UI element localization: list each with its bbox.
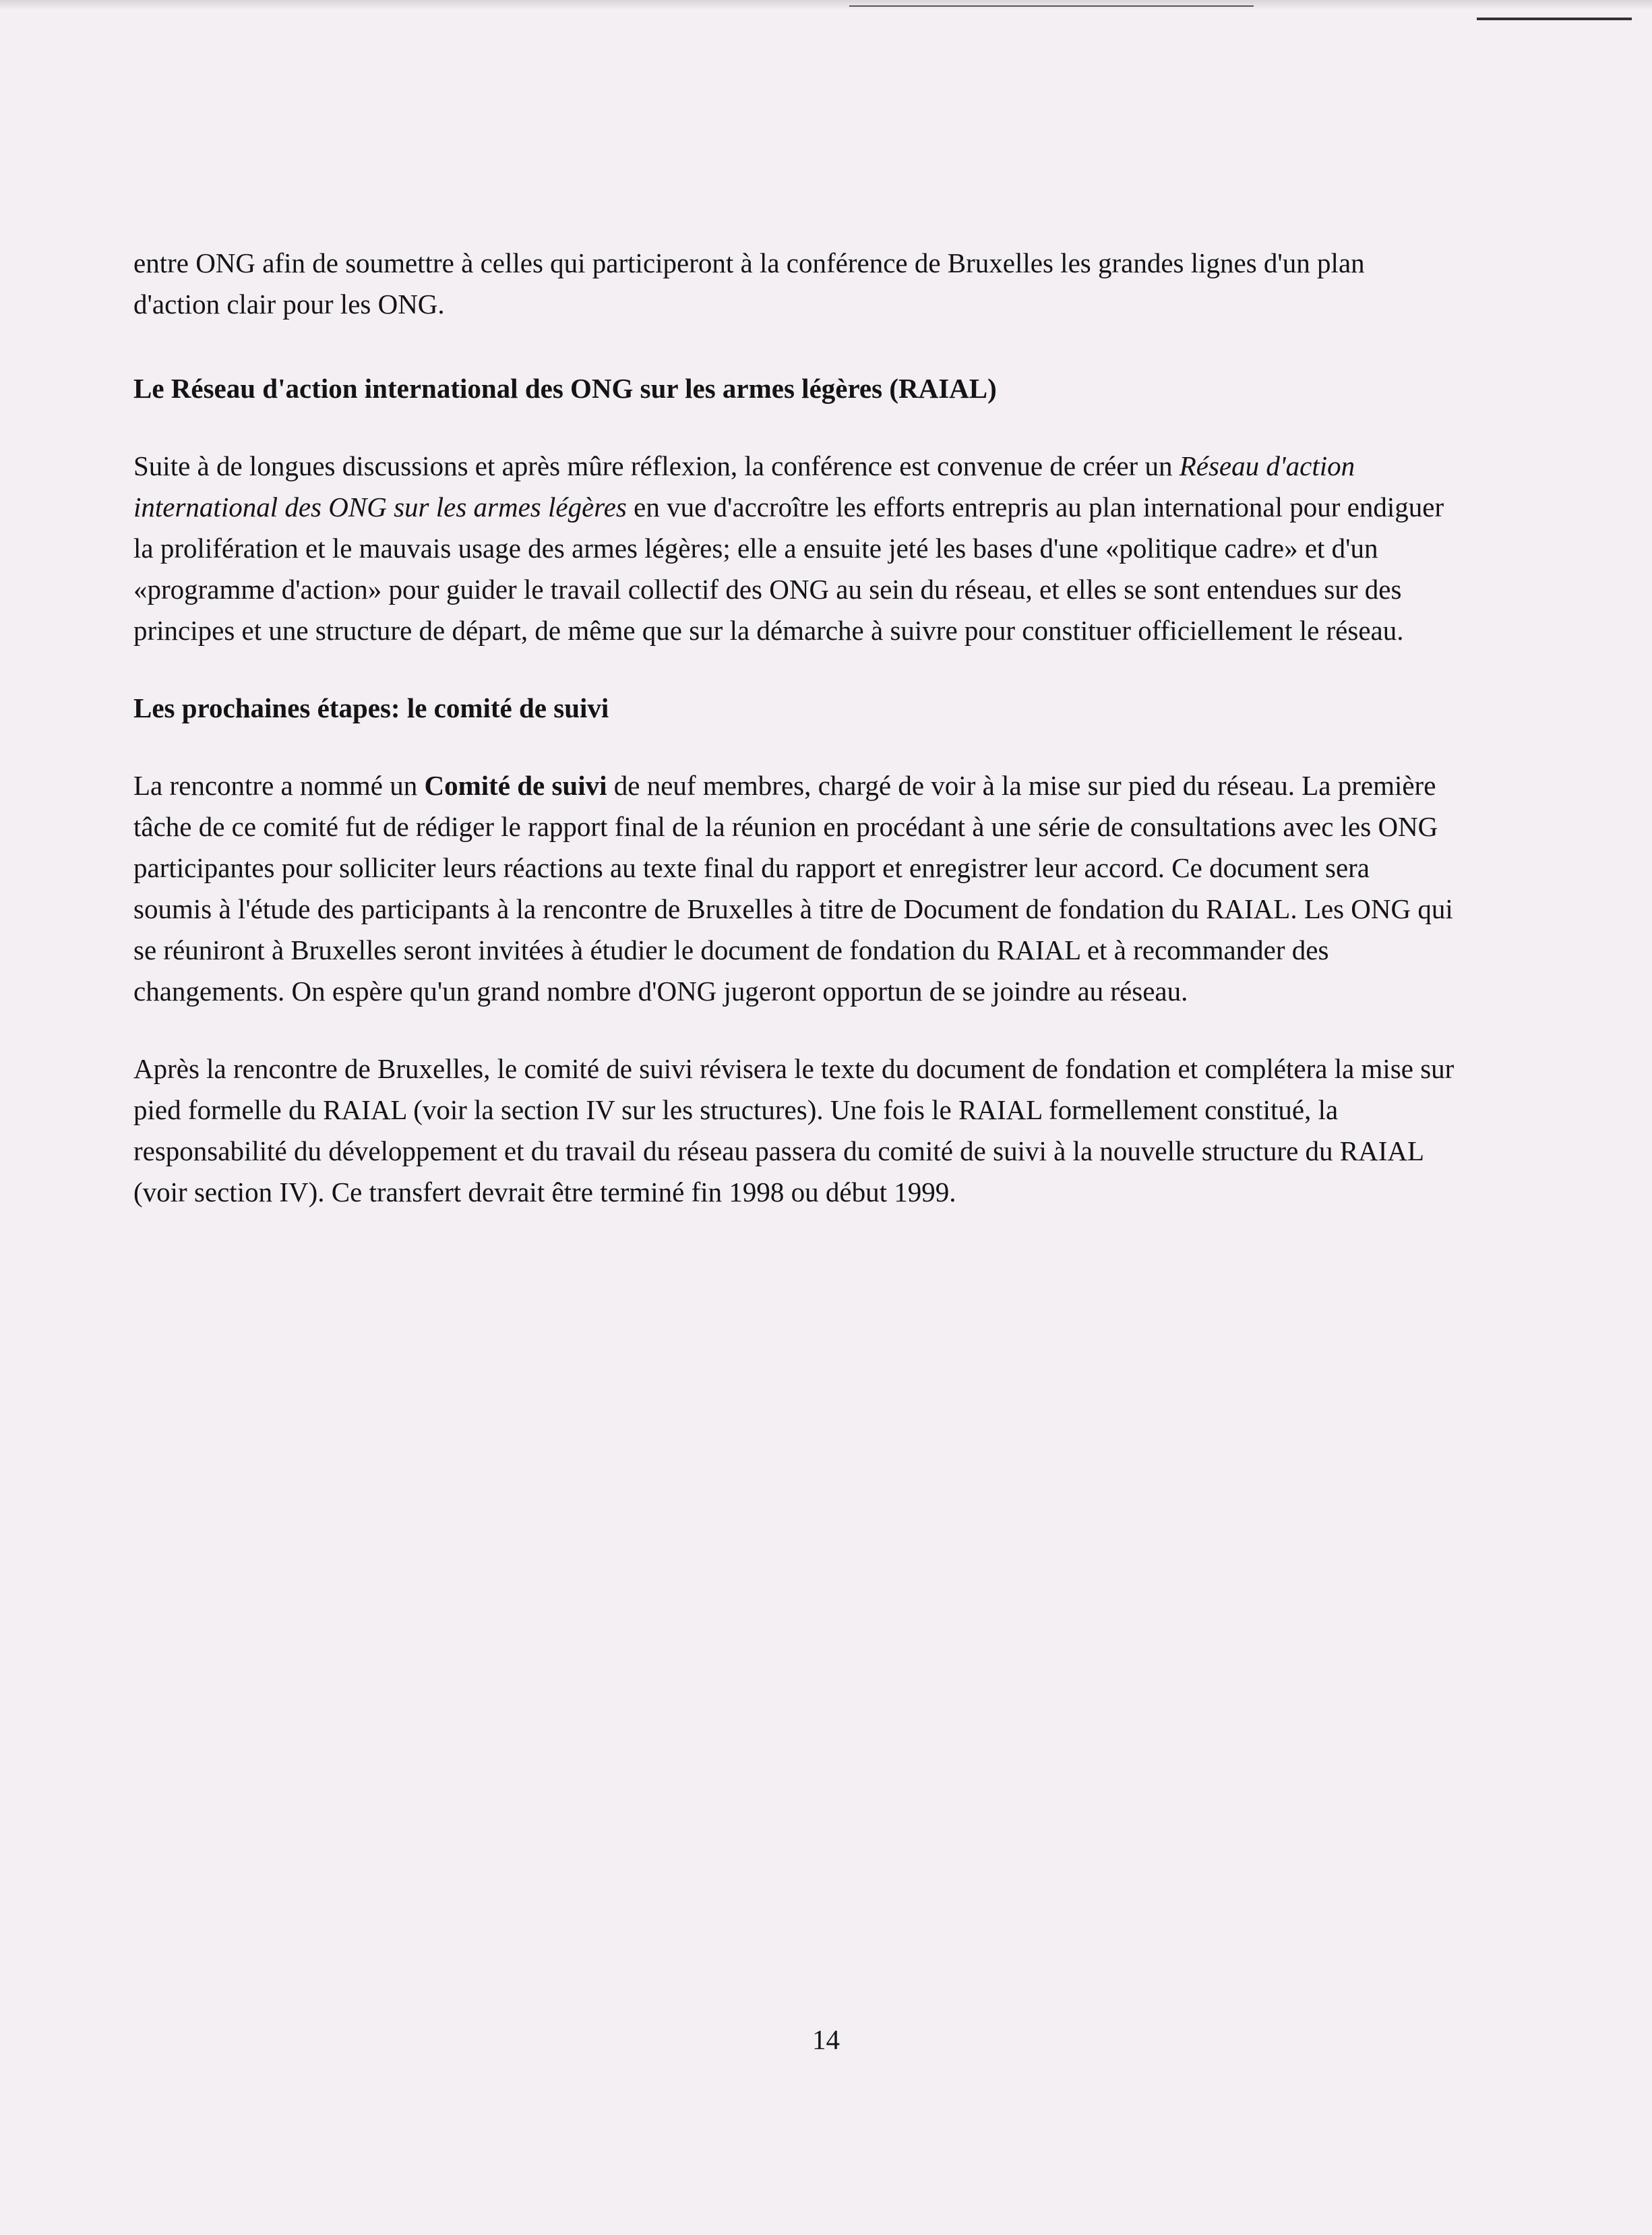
scan-top-edge [0, 0, 1652, 9]
paragraph-text: Suite à de longues discussions et après mûre réflexion, la conférence est convenue de créer un [133, 450, 1180, 481]
spacer [133, 729, 1455, 765]
spacer [133, 409, 1455, 446]
spacer [133, 651, 1455, 688]
paragraph-text: La rencontre a nommé un [133, 770, 425, 801]
page-number: 14 [812, 2024, 840, 2055]
spacer [133, 325, 1455, 368]
spacer [133, 1012, 1455, 1048]
section-heading-raial: Le Réseau d'action international des ONG sur les armes légères (RAIAL) [133, 373, 997, 404]
section-raial-paragraph [133, 446, 1455, 651]
scan-artifact-line [849, 5, 1254, 7]
section-next-steps-paragraph-2: Après la rencontre de Bruxelles, le comité de suivi révisera le texte du document de fondation et complétera la mise sur pied formelle du RAIAL (voir la section IV sur les structures). Une fois le RAIAL formellement constitué, la responsabilité du développement et du travail du réseau passera du comité de suivi à la nouvelle structure du RAIAL (voir section IV). Ce transfert devrait être terminé fin 1998 ou début 1999. [133, 1053, 1455, 1208]
paragraph-text: en vue d'accroître les efforts entrepris au plan international pour endiguer la prolifération et le mauvais usage des armes légères; elle a ensuite jeté les bases d'une «politique cadre» et d'un «programme d'action» pour guider le travail collectif des ONG au sein du réseau, et elles se sont entendues sur des principes et une structure de départ, de même que sur la démarche à suivre pour constituer officiellement le réseau. [133, 491, 1444, 646]
section-next-steps-paragraph-1 [133, 765, 1455, 1012]
section-heading-next-steps: Les prochaines étapes: le comité de suivi [133, 692, 609, 723]
scan-artifact-mark [1477, 18, 1632, 20]
committee-name-bold: Comité de suivi [424, 770, 607, 801]
document-body [133, 243, 1455, 1213]
intro-paragraph: entre ONG afin de soumettre à celles qui participeront à la conférence de Bruxelles les grandes lignes d'un plan d'action clair pour les ONG. [133, 247, 1365, 320]
network-name-italic: Réseau d'action international des ONG sur les armes légères [133, 450, 1355, 523]
paragraph-text: de neuf membres, chargé de voir à la mise sur pied du réseau. La première tâche de ce comité fut de rédiger le rapport final de la réunion en procédant à une série de consultations avec les ONG participantes pour solliciter leurs réactions au texte final du rapport et enregistrer leur accord. Ce document sera soumis à l'étude des participants à la rencontre de Bruxelles à titre de Document de fondation du RAIAL. Les ONG qui se réuniront à Bruxelles seront invitées à étudier le document de fondation du RAIAL et à recommander des changements. On espère qu'un grand nombre d'ONG jugeront opportun de se joindre au réseau. [133, 770, 1453, 1007]
